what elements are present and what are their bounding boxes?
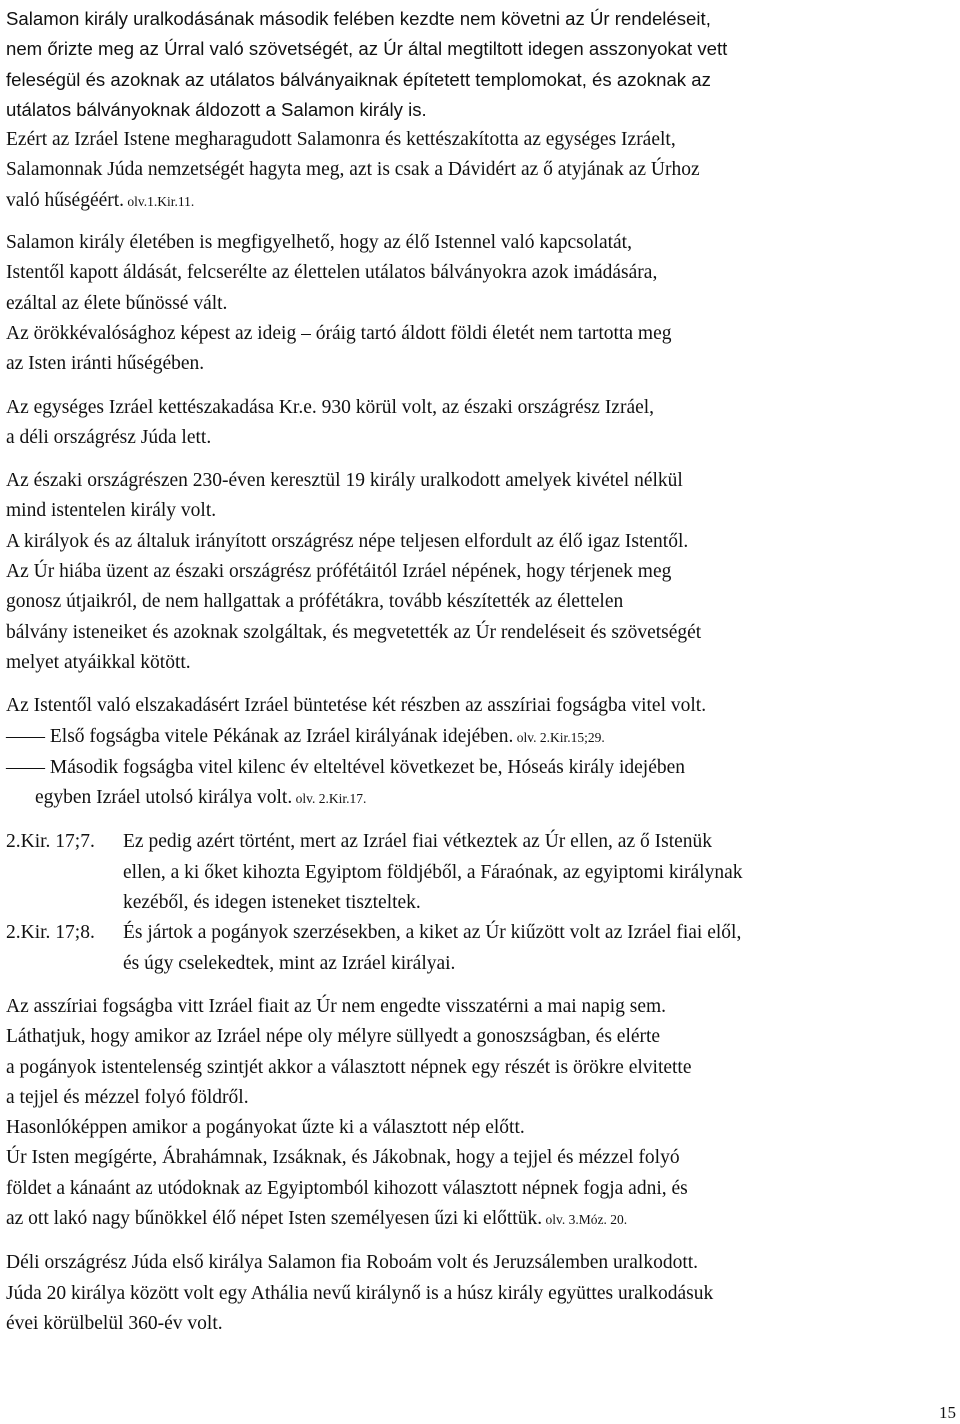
scripture-reference: olv.1.Kir.11. bbox=[124, 193, 195, 209]
text-line: a déli országrész Júda lett. bbox=[6, 426, 212, 448]
text-line: Az örökkévalósághoz képest az ideig – óráig tartó áldott földi életét nem tartotta meg bbox=[6, 322, 672, 344]
scripture-reference: olv. 3.Móz. 20. bbox=[542, 1211, 628, 1227]
quote-label: 2.Kir. 17;7. bbox=[6, 831, 95, 853]
quote-label: 2.Kir. 17;8. bbox=[6, 922, 95, 944]
paragraph-7 bbox=[6, 827, 946, 978]
text-line: Júda 20 királya között volt egy Athália nevű királynő is a húsz király együttes uralkodásuk bbox=[6, 1282, 714, 1304]
paragraph-3 bbox=[6, 228, 946, 379]
paragraph-5 bbox=[6, 466, 946, 678]
paragraph-6 bbox=[6, 691, 946, 814]
text-line: Salamonnak Júda nemzetségét hagyta meg, azt is csak a Dávidért az ő atyjának az Úrhoz bbox=[6, 159, 700, 181]
text-line: mind istentelen király volt. bbox=[6, 500, 217, 522]
page-number: 15 bbox=[939, 1403, 956, 1422]
paragraph-1 bbox=[6, 4, 946, 125]
text-line: Láthatjuk, hogy amikor az Izráel népe oly mélyre süllyedt a gonoszságban, és elérte bbox=[6, 1026, 661, 1048]
text-line: az Isten iránti hűségében. bbox=[6, 353, 205, 375]
quote-text: kezéből, és idegen isteneket tiszteltek. bbox=[123, 892, 421, 914]
text-segment: —— Első fogságba vitele Pékának az Izráel királyának idejében. bbox=[6, 725, 514, 747]
list-item bbox=[6, 722, 946, 753]
text-line: évei körülbelül 360-év volt. bbox=[6, 1312, 223, 1334]
list-item: —— Második fogságba vitel kilenc év elteltével következet be, Hóseás király idejében bbox=[6, 756, 686, 778]
text-line: feleségül és azoknak az utálatos bálványaiknak építetett templomokat, és azoknak az bbox=[6, 68, 711, 90]
document-page bbox=[6, 4, 946, 1339]
text-line: Az asszíriai fogságba vitt Izráel fiait az Úr nem engedte visszatérni a mai napig sem. bbox=[6, 995, 667, 1017]
text-segment: egyben Izráel utolsó királya volt. bbox=[35, 787, 293, 809]
text-line: bálvány isteneiket és azoknak szolgáltak, és megvetették az Úr rendeléseit és szövetségét bbox=[6, 621, 702, 643]
scripture-reference: olv. 2.Kir.17. bbox=[292, 791, 367, 807]
text-line: gonosz útjaikról, de nem hallgattak a prófétákra, tovább készítették az élettelen bbox=[6, 591, 624, 613]
text-line: a tejjel és mézzel folyó földről. bbox=[6, 1086, 249, 1108]
text-line: földet a kánaánt az utódoknak az Egyiptomból kihozott választott népnek fogja adni, és bbox=[6, 1177, 688, 1199]
text-line: Salamon király életében is megfigyelhető, hogy az élő Istennel való kapcsolatát, bbox=[6, 232, 632, 254]
text-line: A királyok és az általuk irányított országrész népe teljesen elfordult az élő igaz Istentől. bbox=[6, 530, 689, 552]
paragraph-2 bbox=[6, 125, 946, 217]
paragraph-4 bbox=[6, 393, 946, 454]
quote-row bbox=[6, 827, 946, 857]
text-line bbox=[6, 186, 946, 217]
text-segment: az ott lakó nagy bűnökkel élő népet Isten személyesen űzi ki előttük. bbox=[6, 1207, 543, 1229]
paragraph-9 bbox=[6, 1248, 946, 1339]
text-line: Hasonlóképpen amikor a pogányokat űzte ki a választott nép előtt. bbox=[6, 1117, 525, 1139]
quote-text: És jártok a pogányok szerzésekben, a kiket az Úr kiűzött volt az Izráel fiai elől, bbox=[123, 922, 742, 944]
paragraph-8 bbox=[6, 992, 946, 1235]
text-line: Az Istentől való elszakadásért Izráel büntetése két részben az asszíriai fogságba vitel volt. bbox=[6, 695, 707, 717]
quote-text: Ez pedig azért történt, mert az Izráel fiai vétkeztek az Úr ellen, az ő Istenük bbox=[123, 831, 713, 853]
text-line: Salamon király uralkodásának második felében kezdte nem követni az Úr rendeléseit, bbox=[6, 8, 711, 29]
text-line: nem őrizte meg az Úrral való szövetségét, az Úr által megtiltott idegen asszonyokat vett bbox=[6, 38, 728, 60]
text-line: Az egységes Izráel kettészakadása Kr.e. 930 körül volt, az északi országrész Izráel, bbox=[6, 396, 655, 418]
scripture-reference: olv. 2.Kir.15;29. bbox=[513, 729, 605, 745]
text-line: Az északi országrészen 230-éven keresztül 19 király uralkodott amelyek kivétel nélkül bbox=[6, 470, 683, 492]
text-line: melyet atyáikkal kötött. bbox=[6, 651, 191, 673]
text-line: Istentől kapott áldását, felcserélte az élettelen utálatos bálványokra azok imádására, bbox=[6, 262, 658, 284]
text-line: a pogányok istentelenség szintjét akkor a választott népnek egy részét is örökre elvitette bbox=[6, 1056, 692, 1078]
text-line: utálatos bálványoknak áldozott a Salamon király is. bbox=[6, 98, 427, 120]
text-line: Déli országrész Júda első királya Salamon fia Roboám volt és Jeruzsálemben uralkodott. bbox=[6, 1252, 699, 1274]
text-segment: való hűségéért. bbox=[6, 189, 125, 211]
text-line: Az Úr hiába üzent az északi országrész prófétáitól Izráel népének, hogy térjenek meg bbox=[6, 561, 672, 583]
quote-text: ellen, a ki őket kihozta Egyiptom földjéből, a Fáraónak, az egyiptomi királynak bbox=[123, 861, 743, 883]
text-line: ezáltal az élete bűnössé vált. bbox=[6, 292, 228, 314]
list-item-continuation bbox=[6, 783, 946, 814]
quote-row bbox=[6, 918, 946, 948]
quote-text: és úgy cselekedtek, mint az Izráel királyai. bbox=[123, 952, 456, 974]
text-line bbox=[6, 1204, 946, 1235]
text-line: Ezért az Izráel Istene megharagudott Salamonra és kettészakította az egységes Izráelt, bbox=[6, 129, 676, 151]
text-line: Úr Isten megígérte, Ábrahámnak, Izsáknak, és Jákobnak, hogy a tejjel és mézzel folyó bbox=[6, 1147, 680, 1169]
